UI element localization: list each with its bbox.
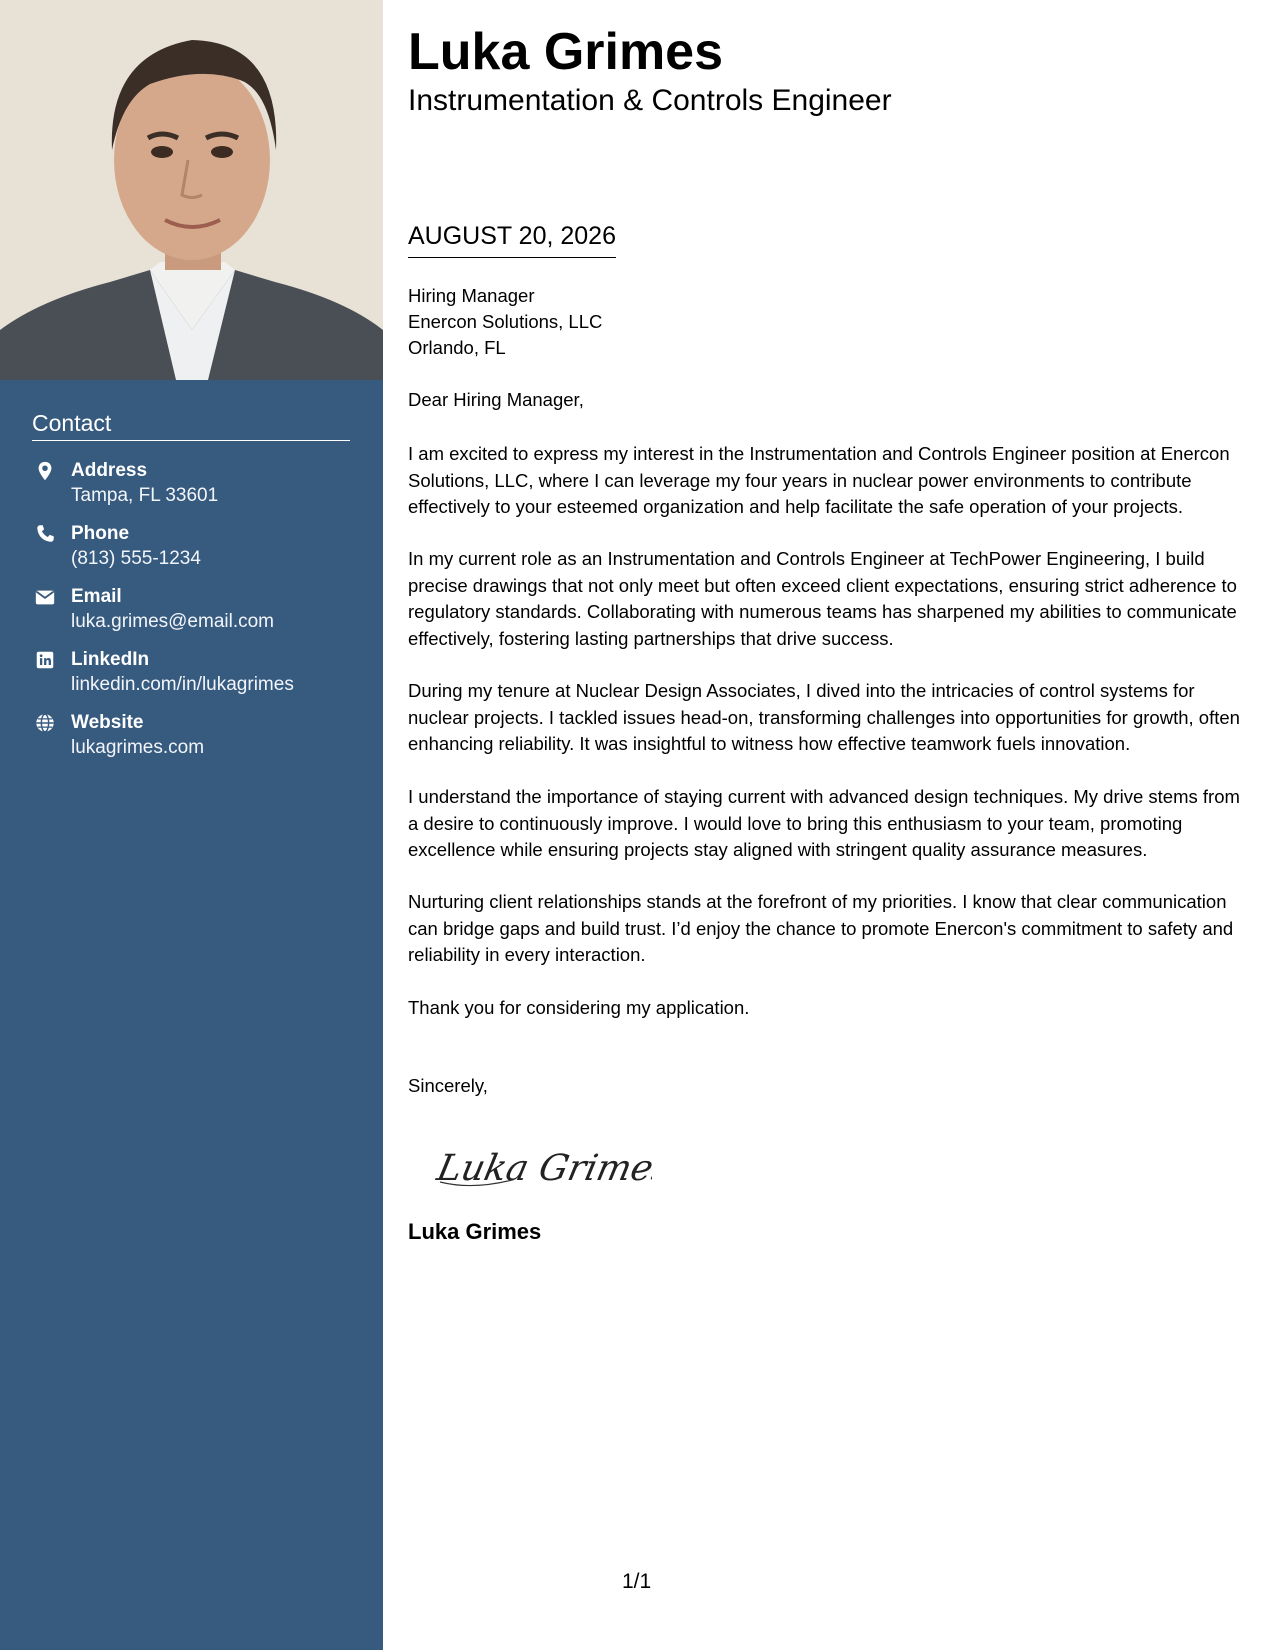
email-label: Email xyxy=(71,586,122,607)
contact-heading: Contact xyxy=(32,410,350,441)
applicant-name: Luka Grimes xyxy=(408,23,724,81)
profile-photo xyxy=(0,0,383,380)
recipient-line: Hiring Manager xyxy=(408,285,535,306)
website-value[interactable]: lukagrimes.com xyxy=(71,737,205,758)
phone-value: (813) 555-1234 xyxy=(71,548,201,569)
recipient-line: Orlando, FL xyxy=(408,337,506,358)
website-label: Website xyxy=(71,712,144,733)
body-paragraph: Nurturing client relationships stands at the forefront of my priorities. I know that clear communication can bridge gaps and build trust. I’d enjoy the chance to promote Enercon's commitment to safety and reliability in every interaction. xyxy=(408,891,1234,965)
phone-label: Phone xyxy=(71,523,130,544)
body-paragraph: I am excited to express my interest in the Instrumentation and Controls Engineer position at Enercon Solutions, LLC, where I can leverage my four years in nuclear power environments to contribute effectively to your esteemed organization and help facilitate the safe operation of your projects. xyxy=(408,443,1230,517)
recipient-block xyxy=(408,283,602,361)
linkedin-icon xyxy=(34,649,56,671)
linkedin-value[interactable]: linkedin.com/in/lukagrimes xyxy=(71,674,294,695)
body-paragraph: In my current role as an Instrumentation and Controls Engineer at TechPower Engineering, I build precise drawings that not only meet but often exceed client expectations, ensuring strict adherence to regulatory standards. Collaborating with numerous teams has sharpened my abilities to communicate effectively, fostering lasting partnerships that drive success. xyxy=(408,548,1237,649)
recipient-line: Enercon Solutions, LLC xyxy=(408,311,603,332)
globe-icon xyxy=(34,712,56,734)
handwritten-signature xyxy=(432,1130,652,1205)
map-pin-icon xyxy=(34,460,56,482)
signer-name: Luka Grimes xyxy=(408,1219,542,1244)
sidebar xyxy=(0,0,383,1650)
job-title: Instrumentation & Controls Engineer xyxy=(408,84,892,117)
envelope-icon xyxy=(34,586,56,608)
body-paragraph: During my tenure at Nuclear Design Associates, I dived into the intricacies of control systems for nuclear projects. I tackled issues head-on, transforming challenges into opportunities for growth, often enhancing reliability. It was insightful to witness how effective teamwork fuels innovation. xyxy=(408,680,1240,754)
letter-date: AUGUST 20, 2026 xyxy=(408,222,616,258)
closing: Sincerely, xyxy=(408,1075,488,1096)
body-paragraph: I understand the importance of staying current with advanced design techniques. My drive stems from a desire to continuously improve. I would love to bring this enthusiasm to your team, promoting excellence while ensuring projects stay aligned with stringent quality assurance measures. xyxy=(408,786,1240,860)
body-paragraph: Thank you for considering my application. xyxy=(408,997,750,1018)
address-label: Address xyxy=(71,460,148,481)
address-value: Tampa, FL 33601 xyxy=(71,485,219,506)
svg-text:Luka Grimes: Luka Grimes xyxy=(433,1146,652,1189)
page-number: 1/1 xyxy=(622,1570,652,1593)
email-value[interactable]: luka.grimes@email.com xyxy=(71,611,275,632)
linkedin-label: LinkedIn xyxy=(71,649,150,670)
salutation: Dear Hiring Manager, xyxy=(408,389,584,410)
phone-icon xyxy=(34,523,56,545)
